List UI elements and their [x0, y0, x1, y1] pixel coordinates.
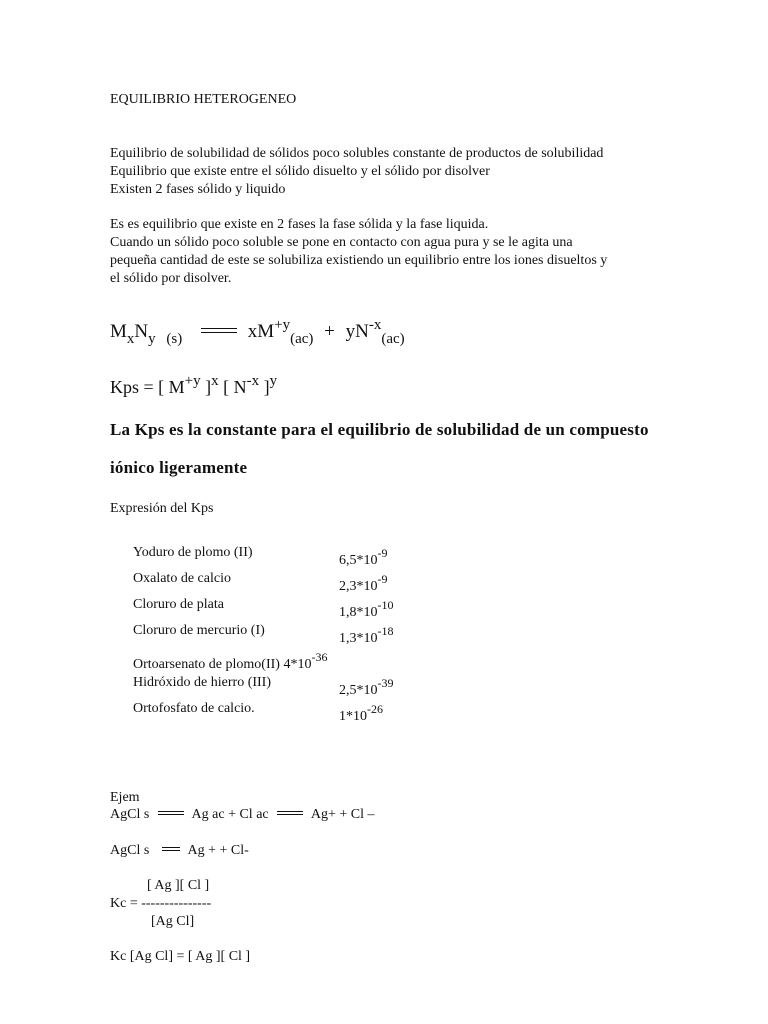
eq2-reactant: AgCl s	[110, 843, 150, 858]
kps-value-exponent: -39	[377, 676, 394, 690]
equilibrium-arrow	[201, 328, 237, 333]
kps-value-base: 1*10	[339, 709, 367, 724]
kc-final-expression: Kc [Ag Cl] = [ Ag ][ Cl ]	[110, 949, 251, 964]
kc-numerator: [ Ag ][ Cl ]	[147, 878, 210, 893]
explanation-line: Es es equilibrio que existe en 2 fases la fase sólida y la fase liquida.	[110, 217, 489, 232]
explanation-line: el sólido por disolver.	[110, 271, 232, 286]
kps-value-base: 2,3*10	[339, 579, 378, 594]
kps-row-name: Hidróxido de hierro (III)	[133, 675, 272, 690]
page-title: EQUILIBRIO HETEROGENEO	[110, 92, 297, 107]
kc-fraction-line: Kc = ---------------	[110, 896, 212, 911]
kps-row-name: Cloruro de plata	[133, 597, 224, 612]
kps-value-exponent: -36	[311, 650, 328, 664]
explanation-paragraph	[110, 216, 607, 288]
definition-line: La Kps es la constante para el equilibrio de solubilidad de un compuesto	[110, 420, 649, 439]
equilibrium-arrow	[158, 811, 184, 815]
formula-yN: yN	[345, 321, 369, 342]
kps-charge-neg: -x	[246, 373, 260, 389]
formula-M: M	[110, 321, 127, 342]
eq1-reactant: AgCl s	[110, 807, 150, 822]
kps-bracket: ]	[259, 377, 270, 397]
kps-exp-x: x	[211, 373, 219, 389]
formula-state-ac: (ac)	[381, 331, 405, 347]
example-equation-2	[110, 842, 249, 860]
kps-row-name: Oxalato de calcio	[133, 571, 231, 586]
kps-exp-y: y	[269, 373, 278, 389]
intro-line: Equilibrio de solubilidad de sólidos poco solubles constante de productos de solubilidad	[110, 146, 604, 161]
example-label: Ejem	[110, 790, 140, 805]
formula-state-solid: (s)	[166, 331, 183, 347]
kps-expression	[110, 369, 277, 399]
eq1-middle: Ag ac + Cl ac	[191, 807, 269, 822]
formula-charge-neg: -x	[368, 317, 382, 333]
kps-value-exponent: -9	[377, 546, 388, 560]
kps-row-name: Yoduro de plomo (II)	[133, 545, 253, 560]
kps-row-value	[339, 596, 394, 622]
kps-value-exponent: -10	[377, 598, 394, 612]
kc-denominator: [Ag Cl]	[151, 914, 195, 929]
kps-value-base: 2,5*10	[339, 683, 378, 698]
kps-charge-pos: +y	[184, 373, 201, 389]
kps-row-value	[339, 570, 388, 596]
formula-charge-pos: +y	[274, 317, 291, 333]
kps-value-exponent: -18	[377, 624, 394, 638]
kps-value-base: 6,5*10	[339, 553, 378, 568]
formula-sub-y: y	[148, 331, 156, 347]
kps-row-value	[339, 544, 388, 570]
kps-value-exponent: -9	[377, 572, 388, 586]
formula-N: N	[134, 321, 149, 342]
eq1-products: Ag+ + Cl –	[310, 807, 375, 822]
example-equation-1	[110, 806, 375, 824]
kps-N: [ N	[218, 377, 247, 397]
kps-value-base: 1,3*10	[339, 631, 378, 646]
kps-bracket: ]	[200, 377, 212, 397]
kps-row-name	[133, 648, 327, 674]
formula-xM: xM	[247, 321, 275, 342]
kps-row-value	[339, 700, 383, 726]
definition-line: iónico ligeramente	[110, 458, 248, 477]
equilibrium-arrow	[277, 811, 303, 815]
kps-row-name-text: Ortoarsenato de plomo(II) 4*10	[133, 657, 312, 672]
kps-table-title: Expresión del Kps	[110, 501, 214, 516]
explanation-line: Cuando un sólido poco soluble se pone en contacto con agua pura y se le agita una	[110, 235, 573, 250]
intro-line: Equilibrio que existe entre el sólido disuelto y el sólido por disolver	[110, 164, 490, 179]
equilibrium-arrow	[162, 847, 180, 851]
kps-lhs: Kps = [ M	[110, 377, 185, 397]
kps-row-name: Ortofosfato de calcio.	[133, 701, 255, 716]
eq2-products: Ag + + Cl-	[187, 843, 249, 858]
formula-sub-x: x	[126, 331, 135, 347]
equilibrium-formula	[110, 313, 405, 351]
formula-state-ac: (ac)	[290, 331, 314, 347]
kps-row-value	[339, 674, 394, 700]
formula-plus: +	[324, 321, 335, 342]
explanation-line: pequeña cantidad de este se solubiliza existiendo un equilibrio entre los iones disueltos y	[110, 253, 608, 268]
kps-row-value	[339, 622, 394, 648]
intro-paragraph	[110, 145, 603, 199]
kps-row-name: Cloruro de mercurio (I)	[133, 623, 265, 638]
intro-line: Existen 2 fases sólido y liquido	[110, 182, 286, 197]
kps-value-base: 1,8*10	[339, 605, 378, 620]
kps-value-exponent: -26	[367, 702, 383, 716]
